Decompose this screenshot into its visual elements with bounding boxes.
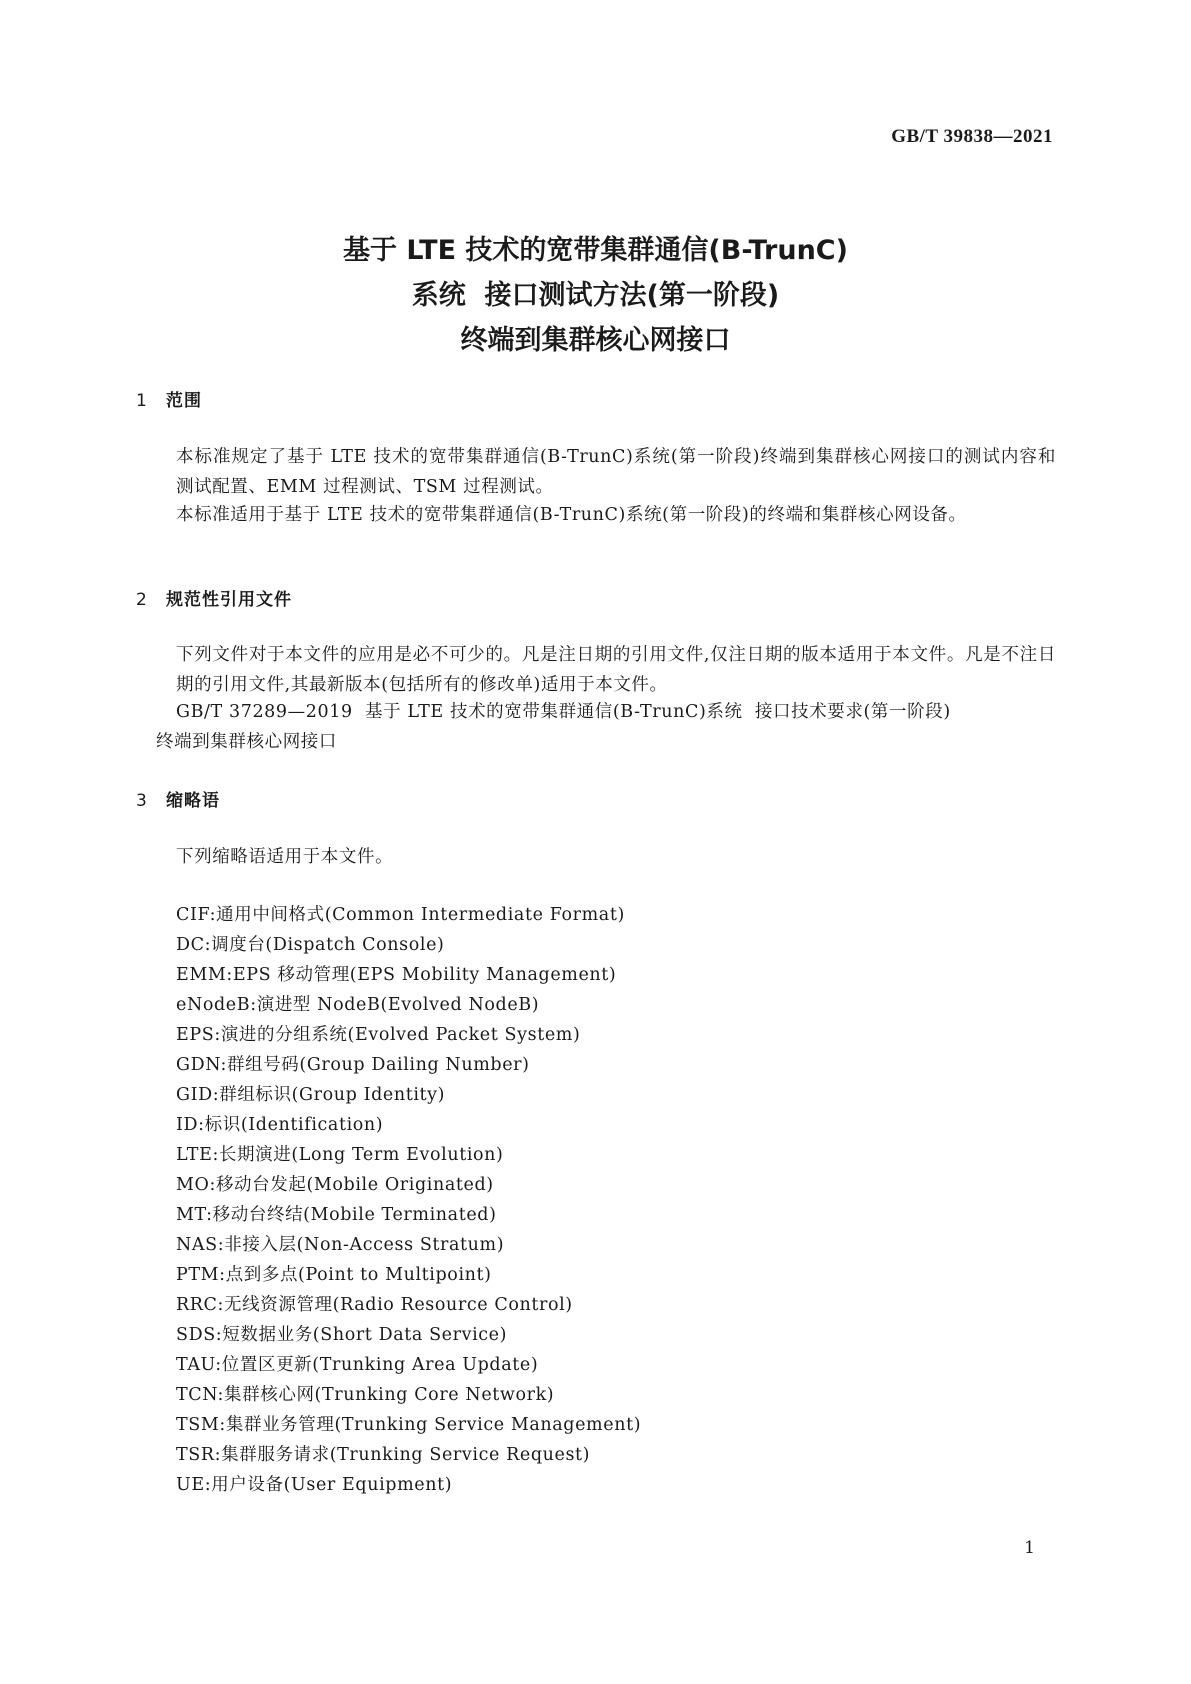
reference-entry-line-1: GB/T 37289—2019 基于 LTE 技术的宽带集群通信(B-TrunC)系统 接口技术要求(第一阶段) (176, 702, 951, 722)
abbreviations-intro: 下列缩略语适用于本文件。 (176, 847, 394, 867)
abbreviation-item: LTE:长期演进(Long Term Evolution) (176, 1145, 504, 1165)
abbreviation-list (176, 900, 641, 1500)
section-number: 3 (136, 791, 148, 811)
section-heading-normative-references (136, 585, 292, 610)
abbreviation-item: PTM:点到多点(Point to Multipoint) (176, 1265, 492, 1285)
abbreviation-item: TAU:位置区更新(Trunking Area Update) (176, 1355, 539, 1375)
abbreviation-item: ID:标识(Identification) (176, 1115, 384, 1135)
scope-paragraph-2: 本标准适用于基于 LTE 技术的宽带集群通信(B-TrunC)系统(第一阶段)的终端和集群核心网设备。 (176, 505, 967, 525)
section-heading-abbreviations (136, 786, 220, 811)
abbreviation-item: NAS:非接入层(Non-Access Stratum) (176, 1235, 505, 1255)
section-title: 范围 (166, 391, 202, 411)
reference-entry (136, 697, 1056, 757)
standard-code: GB/T 39838—2021 (891, 126, 1053, 147)
title-line-3: 终端到集群核心网接口 (460, 325, 731, 356)
abbreviation-item: RRC:无线资源管理(Radio Resource Control) (176, 1295, 573, 1315)
section-title: 缩略语 (166, 791, 220, 811)
abbreviation-item: MO:移动台发起(Mobile Originated) (176, 1175, 494, 1195)
section-heading-scope (136, 386, 202, 411)
abbreviation-item: UE:用户设备(User Equipment) (176, 1475, 453, 1495)
abbreviation-item: TSR:集群服务请求(Trunking Service Request) (176, 1445, 591, 1465)
abbreviation-item: CIF:通用中间格式(Common Intermediate Format) (176, 905, 625, 925)
abbreviation-item: TCN:集群核心网(Trunking Core Network) (176, 1385, 555, 1405)
title-line-1: 基于 LTE 技术的宽带集群通信(B-TrunC) (343, 235, 848, 266)
abbreviation-item: eNodeB:演进型 NodeB(Evolved NodeB) (176, 995, 540, 1015)
abbreviation-item: MT:移动台终结(Mobile Terminated) (176, 1205, 497, 1225)
section-number: 1 (136, 391, 148, 411)
references-paragraph: 下列文件对于本文件的应用是必不可少的。凡是注日期的引用文件,仅注日期的版本适用于本文件。凡是不注日期的引用文件,其最新版本(包括所有的修改单)适用于本文件。 (176, 645, 1056, 695)
title-line-2: 系统 接口测试方法(第一阶段) (411, 280, 780, 311)
section-number: 2 (136, 590, 148, 610)
abbreviation-item: TSM:集群业务管理(Trunking Service Management) (176, 1415, 642, 1435)
abbreviation-item: DC:调度台(Dispatch Console) (176, 935, 445, 955)
abbreviation-item: GDN:群组号码(Group Dailing Number) (176, 1055, 530, 1075)
document-title (0, 228, 1191, 363)
scope-paragraph-1: 本标准规定了基于 LTE 技术的宽带集群通信(B-TrunC)系统(第一阶段)终端到集群核心网接口的测试内容和测试配置、EMM 过程测试、TSM 过程测试。 (176, 447, 1056, 497)
page-number: 1 (1024, 1538, 1035, 1558)
abbreviation-item: GID:群组标识(Group Identity) (176, 1085, 446, 1105)
section-title: 规范性引用文件 (166, 590, 292, 610)
abbreviation-item: EMM:EPS 移动管理(EPS Mobility Management) (176, 965, 617, 985)
abbreviation-item: EPS:演进的分组系统(Evolved Packet System) (176, 1025, 581, 1045)
abbreviation-item: SDS:短数据业务(Short Data Service) (176, 1325, 508, 1345)
reference-entry-line-2: 终端到集群核心网接口 (156, 732, 337, 752)
